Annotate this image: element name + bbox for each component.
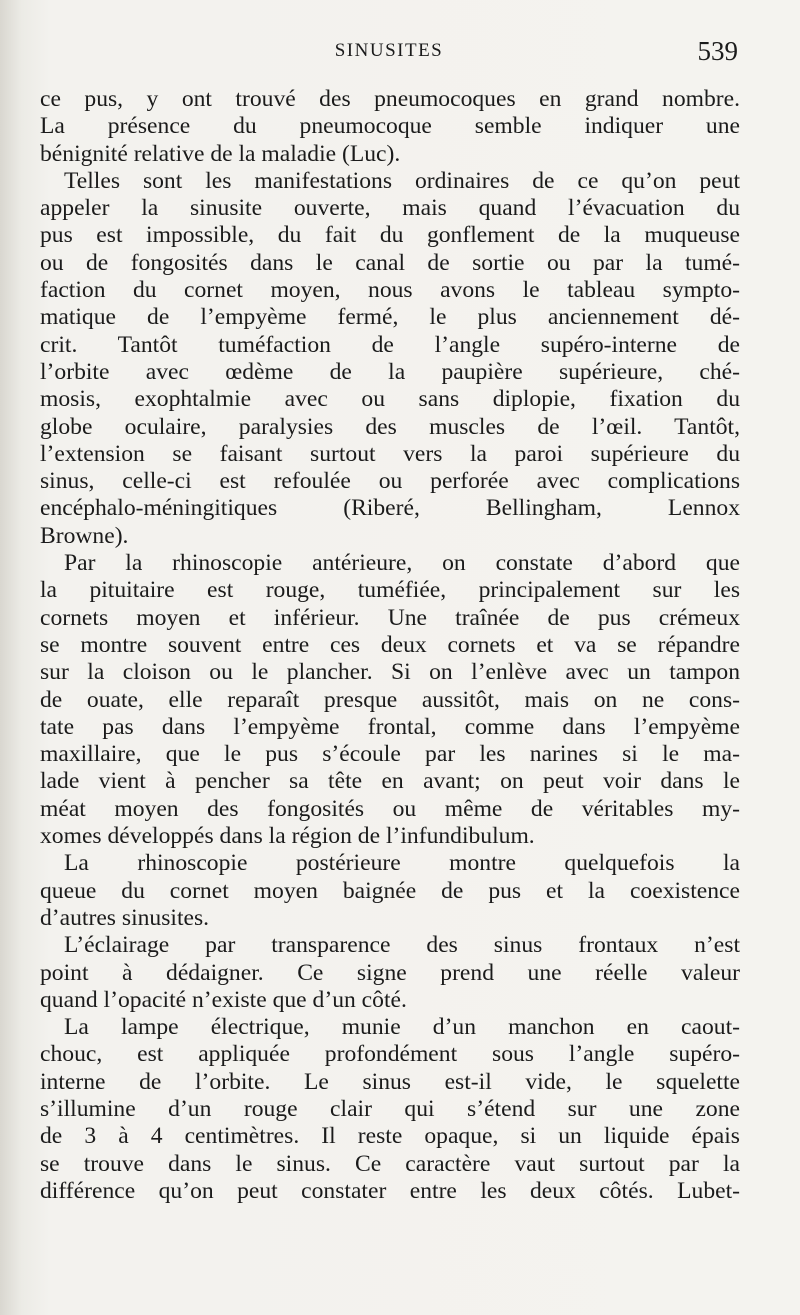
text-line: ou de fongosités dans le canal de sortie ou par la tumé- [40,249,740,276]
text-line: ce pus, y ont trouvé des pneumocoques en grand nombre. [40,86,740,112]
running-title: SINUSITES [334,40,444,61]
text-line: appeler la sinusite ouverte, mais quand l’évacuation du [40,195,740,222]
text-line: se trouve dans le sinus. Ce caractère vaut surtout par la [40,1150,740,1177]
text-line: tate pas dans l’empyème frontal, comme dans l’empyème [40,713,740,740]
text-line: L’éclairage par transparence des sinus frontaux n’est [64,932,740,959]
text-line: La lampe électrique, munie d’un manchon en caout- [64,1014,740,1041]
page-header [40,36,738,72]
text-line: Par la rhinoscopie antérieure, on constate d’abord que [64,550,740,577]
text-line: sinus, celle-ci est refoulée ou perforée avec complications [40,468,740,495]
text-line: se montre souvent entre ces deux cornets et va se répandre [40,631,740,658]
text-line: encéphalo-méningitiques (Riberé, Bellingham, Lennox [40,495,740,522]
text-line: Browne). [40,522,129,549]
text-line: chouc, est appliquée profondément sous l’angle supéro- [40,1041,740,1068]
text-line: bénignité relative de la maladie (Luc). [40,140,401,167]
text-line: La présence du pneumocoque semble indiquer une [40,113,740,140]
body-text [40,86,740,1205]
text-line: point à dédaigner. Ce signe prend une réelle valeur [40,959,740,986]
text-line: l’orbite avec œdème de la paupière supérieure, ché- [40,358,740,385]
text-line: globe oculaire, paralysies des muscles de l’œil. Tantôt, [40,413,740,440]
text-line: sur la cloison ou le plancher. Si on l’enlève avec un tampon [40,659,740,686]
text-line: La rhinoscopie postérieure montre quelquefois la [64,850,740,877]
text-line: queue du cornet moyen baignée de pus et la coexistence [40,877,740,904]
text-line: matique de l’empyème fermé, le plus anciennement dé- [40,304,740,331]
text-line: pus est impossible, du fait du gonflement de la muqueuse [40,222,740,249]
text-line: Telles sont les manifestations ordinaires de ce qu’on peut [64,167,740,194]
text-line: interne de l’orbite. Le sinus est-il vide, le squelette [40,1068,740,1095]
text-line: de 3 à 4 centimètres. Il reste opaque, si un liquide épais [40,1123,740,1150]
text-line: crit. Tantôt tuméfaction de l’angle supéro-interne de [40,331,740,358]
text-line: maxillaire, que le pus s’écoule par les narines si le ma- [40,741,740,768]
text-line: xomes développés dans la région de l’infundibulum. [40,823,535,850]
text-line: lade vient à pencher sa tête en avant; on peut voir dans le [40,768,740,795]
text-line: la pituitaire est rouge, tuméfiée, principalement sur les [40,577,740,604]
text-line: l’extension se faisant surtout vers la paroi supérieure du [40,440,740,467]
page-number: 539 [697,36,738,66]
text-line: s’illumine d’un rouge clair qui s’étend sur une zone [40,1095,740,1122]
text-line: faction du cornet moyen, nous avons le tableau sympto- [40,277,740,304]
text-line: de ouate, elle reparaît presque aussitôt, mais on ne cons- [40,686,740,713]
text-line: mosis, exophtalmie avec ou sans diplopie, fixation du [40,386,740,413]
text-line: quand l’opacité n’existe que d’un côté. [40,986,407,1013]
text-line: différence qu’on peut constater entre les deux côtés. Lubet- [40,1177,740,1204]
text-line: d’autres sinusites. [40,904,210,931]
text-line: méat moyen des fongosités ou même de véritables my- [40,795,740,822]
text-line: cornets moyen et inférieur. Une traînée de pus crémeux [40,604,740,631]
